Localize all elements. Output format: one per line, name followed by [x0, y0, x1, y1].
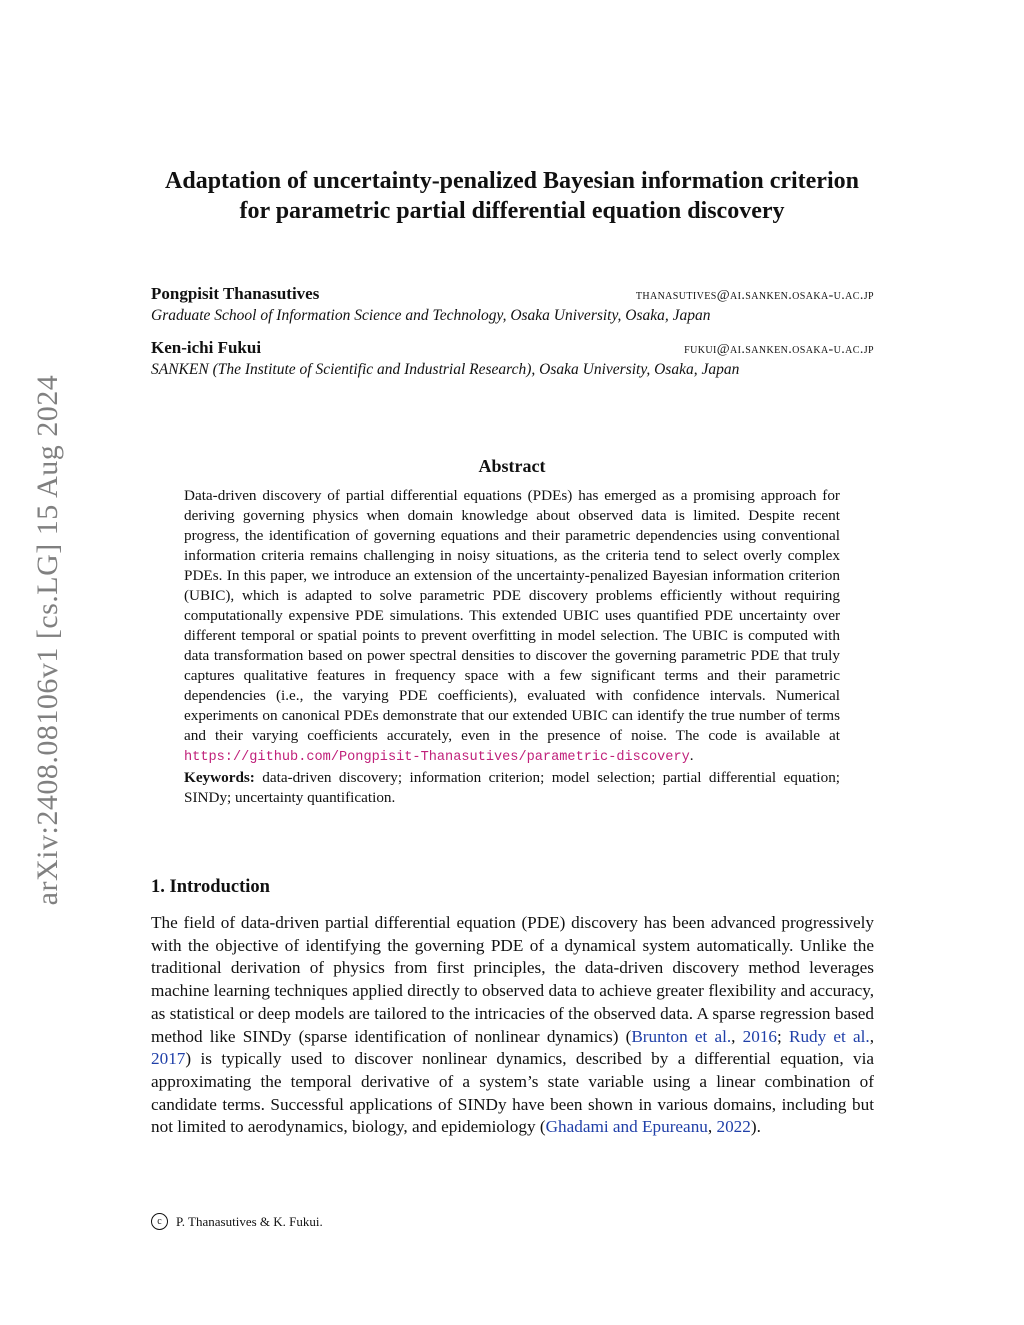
author-name: Pongpisit Thanasutives	[151, 284, 320, 303]
author-block-1	[151, 284, 874, 325]
introduction-body	[151, 912, 874, 1139]
author-affiliation: SANKEN (The Institute of Scientific and Industrial Research), Osaka University, Osaka, Japan	[151, 361, 740, 378]
citation-rudy[interactable]: Rudy et al.	[788, 1026, 870, 1046]
section-heading-introduction: 1. Introduction	[151, 877, 270, 897]
citation-rudy-year[interactable]: 2017	[151, 1049, 186, 1069]
keywords-label: Keywords:	[184, 769, 255, 786]
abstract-text: Data-driven discovery of partial differential equations (PDEs) has emerged as a promising approach for deriving governing physics when domain knowledge about observed data is limited. Despite recent progress, the identification of governing equations and their parametric dependencies using conventional information criteria remains challenging in noisy situations, as the criteria tend to select overly complex PDEs. In this paper, we introduce an extension of the uncertainty-penalized Bayesian information criterion (UBIC), which is adapted to solve parametric PDE discovery problems efficiently without requiring computationally expensive PDE simulations. This extended UBIC uses quantified PDE uncertainty over different temporal or spatial points to prevent overfitting in model selection. The UBIC is computed with data transformation based on power spectral densities to discover the governing parametric PDE that truly captures qualitative features in frequency space with a few significant terms and their parametric dependencies (i.e., the varying PDE coefficients), evaluated with confidence intervals. Numerical experiments on canonical PDEs demonstrate that our extended UBIC can identify the true number of terms and their varying coefficients accurately, even in the presence of noise. The code is available at	[184, 487, 840, 744]
copyright-footer	[151, 1213, 323, 1230]
abstract-body	[184, 486, 840, 808]
citation-ghadami-year[interactable]: 2022	[716, 1117, 751, 1137]
intro-text-3: ).	[750, 1117, 761, 1137]
copyright-icon: c	[151, 1213, 168, 1230]
citation-brunton-year[interactable]: 2016	[742, 1026, 778, 1046]
citation-brunton[interactable]: Brunton et al.	[631, 1026, 732, 1046]
author-affiliation: Graduate School of Information Science and Technology, Osaka University, Osaka, Japan	[151, 307, 711, 324]
author-name: Ken-ichi Fukui	[151, 338, 262, 357]
abstract-paragraph	[184, 486, 840, 768]
arxiv-stamp: arXiv:2408.08106v1 [cs.LG] 15 Aug 2024	[31, 374, 64, 906]
abstract-heading: Abstract	[478, 456, 546, 476]
code-repository-link[interactable]: https://github.com/Pongpisit-Thanasutives/parametric-discovery	[184, 750, 690, 765]
copyright-text: P. Thanasutives & K. Fukui.	[176, 1213, 323, 1229]
author-email[interactable]: thanasutives@ai.sanken.osaka-u.ac.jp	[635, 288, 874, 303]
intro-text-1: The field of data-driven partial differential equation (PDE) discovery has been advanced progressively with the objective of identifying the governing PDE of a dynamical system automatically. Unlike the traditional derivation of physics from first principles, the data-driven discovery method leverages machine learning techniques applied directly to observed data to achieve greater flexibility and accuracy, as statistical or deep models are tailored to the intricacies of the observed data. A sparse regression based method like SINDy (sparse identification of nonlinear dynamics) (	[151, 913, 874, 1046]
introduction-paragraph: The field of data-driven partial differential equation (PDE) discovery has been advanced progressively with the objective of identifying the governing PDE of a dynamical system automatically. Unlike the traditional derivation of physics from first principles, the data-driven discovery method leverages machine learning techniques applied directly to observed data to achieve greater flexibility and accuracy, as statistical or deep models are tailored to the intricacies of the observed data. A sparse regression based method like SINDy (sparse identification of nonlinear dynamics) (Brunton et al., 2016; Rudy et al., 2017) is typically used to discover nonlinear dynamics, described by a differential equation, via approximating the temporal derivative of a system’s state variable using a linear combination of candidate terms. Successful applications of SINDy have been shown in various domains, including but not limited to aerodynamics, biology, and epidemiology (Ghadami and Epureanu, 2022).	[151, 913, 874, 1137]
author-email[interactable]: fukui@ai.sanken.osaka-u.ac.jp	[684, 342, 874, 357]
citation-ghadami[interactable]: Ghadami and Epureanu	[545, 1117, 708, 1137]
abstract-url-suffix: .	[689, 747, 694, 764]
author-block-2	[151, 338, 874, 379]
paper-title: Adaptation of uncertainty-penalized Bayesian information criterion for parametric partial differential equation discovery	[165, 168, 859, 224]
keywords-paragraph	[184, 768, 840, 808]
keywords-text: data-driven discovery; information criterion; model selection; partial differential equation; SINDy; uncertainty quantification.	[184, 769, 841, 806]
intro-text-2: ) is typically used to discover nonlinear dynamics, described by a differential equation, via approximating the temporal derivative of a system’s state variable using a linear combination of candidate terms. Successful applications of SINDy have been shown in various domains, including but not limited to aerodynamics, biology, and epidemiology (	[151, 1049, 874, 1137]
